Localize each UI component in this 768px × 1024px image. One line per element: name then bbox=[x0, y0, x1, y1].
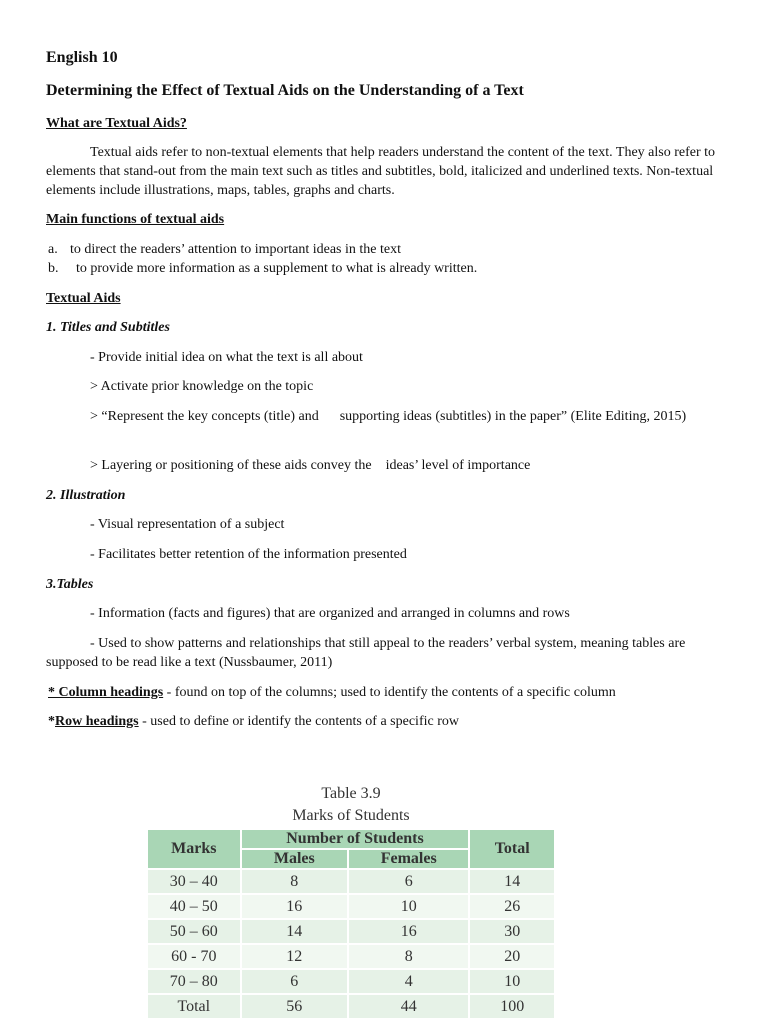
row-headings-label: Row headings bbox=[55, 714, 139, 729]
cell-marks: 50 – 60 bbox=[147, 919, 241, 944]
function-marker: a. bbox=[48, 242, 58, 257]
cell-females: 8 bbox=[348, 944, 469, 969]
section-3-item: - Information (facts and figures) that are organized and arranged in columns and rows bbox=[90, 606, 570, 621]
function-text: to direct the readers’ attention to important ideas in the text bbox=[70, 242, 401, 257]
table-row bbox=[147, 919, 555, 944]
aids-heading-wrap bbox=[46, 289, 722, 308]
cell-males: 12 bbox=[241, 944, 348, 969]
column-headings-text: - found on top of the columns; used to identify the contents of a specific column bbox=[163, 685, 616, 700]
marks-table bbox=[146, 828, 556, 1020]
cell-total: 10 bbox=[469, 969, 555, 994]
what-paragraph: Textual aids refer to non-textual elements that help readers understand the content of the text. They also refer to elements that stand-out from the main text such as titles and subtitles, bold, italicized and underlined texts. Non-textual elements include illustrations, maps, tables, graphs and charts. bbox=[46, 145, 716, 198]
functions-heading: Main functions of textual aids bbox=[46, 212, 225, 227]
cell-total: 30 bbox=[469, 919, 555, 944]
function-text: to provide more information as a supplement to what is already written. bbox=[76, 261, 478, 276]
section-2-item: - Visual representation of a subject bbox=[90, 517, 285, 532]
cell-marks: 40 – 50 bbox=[147, 894, 241, 919]
row-headings-line bbox=[48, 712, 722, 731]
cell-females: 44 bbox=[348, 994, 469, 1019]
cell-females: 6 bbox=[348, 869, 469, 894]
cell-marks: 30 – 40 bbox=[147, 869, 241, 894]
cell-marks: 60 - 70 bbox=[147, 944, 241, 969]
section-1-heading: 1. Titles and Subtitles bbox=[46, 320, 170, 335]
table-total-row bbox=[147, 994, 555, 1019]
header-total: Total bbox=[469, 829, 555, 869]
table-row bbox=[147, 869, 555, 894]
functions-heading-wrap bbox=[46, 210, 722, 229]
aids-heading: Textual Aids bbox=[46, 291, 121, 306]
function-item bbox=[48, 240, 722, 259]
header-marks: Marks bbox=[147, 829, 241, 869]
section-1-item: - Provide initial idea on what the text is all about bbox=[90, 350, 363, 365]
header-number-of-students: Number of Students bbox=[241, 829, 470, 849]
cell-total: 14 bbox=[469, 869, 555, 894]
section-1-item: > “Represent the key concepts (title) and supporting ideas (subtitles) in the paper” (Elite Editing, 2015) bbox=[90, 409, 687, 424]
cell-total: 20 bbox=[469, 944, 555, 969]
cell-marks: 70 – 80 bbox=[147, 969, 241, 994]
cell-females: 4 bbox=[348, 969, 469, 994]
table-caption-title: Marks of Students bbox=[292, 807, 410, 824]
cell-total: 100 bbox=[469, 994, 555, 1019]
cell-females: 16 bbox=[348, 919, 469, 944]
column-headings-label: * Column headings bbox=[48, 685, 164, 700]
function-item bbox=[48, 259, 722, 278]
table-row bbox=[147, 894, 555, 919]
cell-marks: Total bbox=[147, 994, 241, 1019]
cell-total: 26 bbox=[469, 894, 555, 919]
section-2-heading: 2. Illustration bbox=[46, 488, 126, 503]
cell-males: 56 bbox=[241, 994, 348, 1019]
table-row bbox=[147, 944, 555, 969]
cell-males: 16 bbox=[241, 894, 348, 919]
row-headings-star: * bbox=[48, 714, 55, 729]
row-headings-text: - used to define or identify the contents of a specific row bbox=[138, 714, 459, 729]
table-caption-number: Table 3.9 bbox=[321, 785, 381, 802]
header-males: Males bbox=[241, 849, 348, 869]
document-title: English 10 bbox=[46, 49, 118, 66]
document-subtitle: Determining the Effect of Textual Aids on the Understanding of a Text bbox=[46, 82, 524, 99]
cell-males: 14 bbox=[241, 919, 348, 944]
table-row bbox=[147, 969, 555, 994]
section-3-item: - Used to show patterns and relationships that still appeal to the readers’ verbal system, meaning tables are supposed to be read like a text (Nussbaumer, 2011) bbox=[46, 636, 686, 670]
function-marker: b. bbox=[48, 261, 59, 276]
header-females: Females bbox=[348, 849, 469, 869]
section-1-item: > Activate prior knowledge on the topic bbox=[90, 379, 314, 394]
section-1-item: > Layering or positioning of these aids convey the ideas’ level of importance bbox=[90, 458, 531, 473]
section-2-item: - Facilitates better retention of the information presented bbox=[90, 547, 407, 562]
cell-females: 10 bbox=[348, 894, 469, 919]
what-heading: What are Textual Aids? bbox=[46, 116, 187, 131]
column-headings-line bbox=[48, 683, 722, 702]
cell-males: 6 bbox=[241, 969, 348, 994]
section-3-heading: 3.Tables bbox=[46, 577, 94, 592]
cell-males: 8 bbox=[241, 869, 348, 894]
what-heading-wrap bbox=[46, 114, 722, 133]
